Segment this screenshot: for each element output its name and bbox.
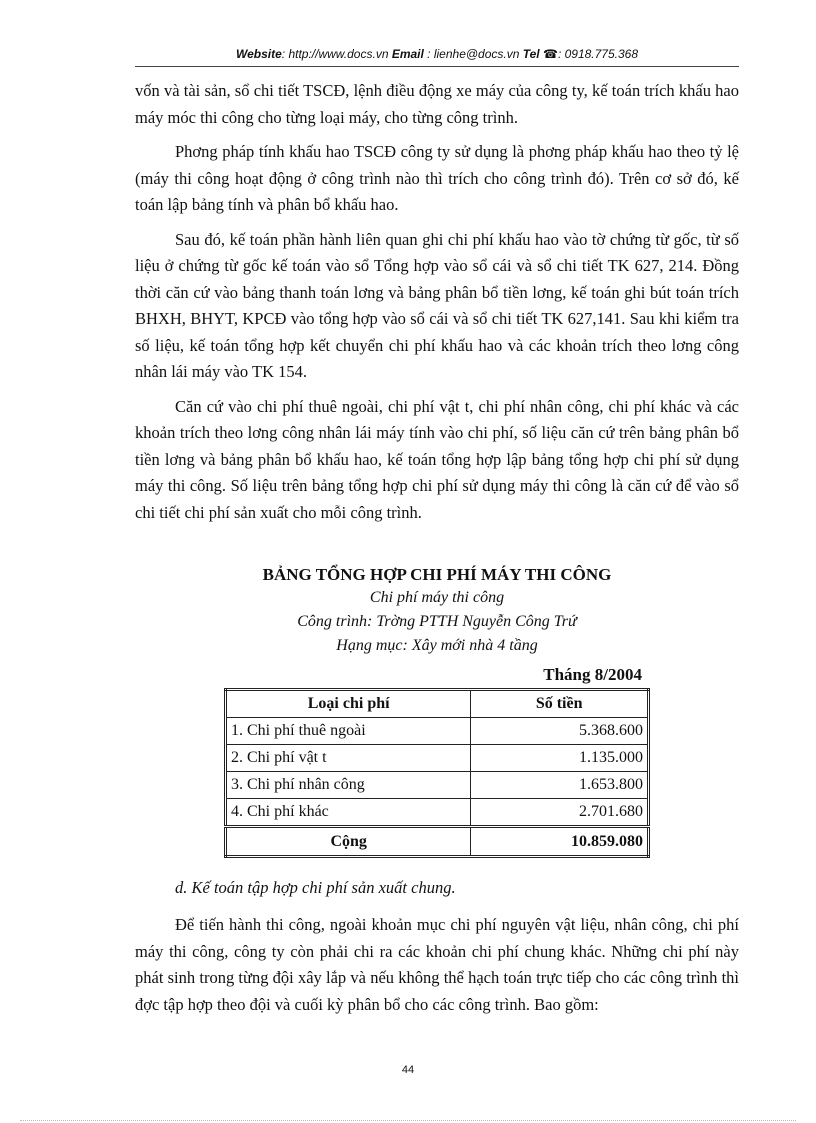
table-subtitle-3: Hạng mục: Xây mới nhà 4 tầng bbox=[336, 637, 538, 654]
table-header-row bbox=[226, 690, 649, 718]
table-row bbox=[226, 799, 649, 827]
paragraph-1: vốn và tài sản, sổ chi tiết TSCĐ, lệnh điều động xe máy của công ty, kế toán trích khấu hao máy móc thi công cho từng loại máy, cho từng công trình. bbox=[135, 81, 739, 127]
table-row bbox=[226, 772, 649, 799]
header-divider bbox=[135, 66, 739, 67]
website-value: : http://www.docs.vn bbox=[281, 47, 392, 61]
row-amount: 1.653.800 bbox=[471, 772, 649, 799]
row-label: 4. Chi phí khác bbox=[226, 799, 471, 827]
total-amount: 10.859.080 bbox=[471, 827, 649, 857]
row-label: 3. Chi phí nhân công bbox=[226, 772, 471, 799]
cost-table bbox=[224, 688, 650, 858]
total-row bbox=[226, 827, 649, 857]
row-label: 1. Chi phí thuê ngoài bbox=[226, 718, 471, 745]
paragraph-4: Căn cứ vào chi phí thuê ngoài, chi phí vật t, chi phí nhân công, chi phí khác và các khoản trích theo lơng công nhân lái máy tính vào chi phí, số liệu căn cứ trên bảng phân bổ tiền lơng và bảng phân bổ khấu hao, kế toán tổng hợp lập bảng tổng hợp chi phí sử dụng máy thi công. Số liệu trên bảng tổng hợp chi phí sử dụng máy thi công là căn cứ để vào sổ chi tiết chi phí sản xuất cho mỗi công trình. bbox=[135, 396, 739, 522]
tel-value: ☎: 0918.775.368 bbox=[539, 47, 639, 61]
section-heading: d. Kế toán tập hợp chi phí sản xuất chung. bbox=[175, 878, 456, 897]
page-number: 44 bbox=[401, 1064, 415, 1076]
row-amount: 5.368.600 bbox=[471, 718, 649, 745]
table-title: BẢNG TỔNG HỢP CHI PHÍ MÁY THI CÔNG bbox=[262, 565, 612, 584]
email-label: Email bbox=[391, 47, 424, 61]
table-row bbox=[226, 718, 649, 745]
body-text bbox=[135, 78, 739, 526]
header-cost-type: Loại chi phí bbox=[226, 690, 471, 718]
header-amount: Số tiền bbox=[471, 690, 649, 718]
table-row bbox=[226, 745, 649, 772]
table-subtitle-2: Công trình: Trờng PTTH Nguyễn Công Trứ bbox=[297, 613, 577, 630]
page-header bbox=[135, 47, 739, 61]
row-amount: 2.701.680 bbox=[471, 799, 649, 827]
row-amount: 1.135.000 bbox=[471, 745, 649, 772]
paragraph-3: Sau đó, kế toán phần hành liên quan ghi chi phí khấu hao vào tờ chứng từ gốc, từ số liệu ở chứng từ gốc kế toán vào sổ Tổng hợp vào sổ cái và sổ chi tiết TK 627, 214. Đồng thời căn cứ vào bảng thanh toán lơng và bảng phân bổ tiền lơng, kế toán ghi bút toán trích BHXH, BHYT, KPCĐ vào tổng hợp vào sổ cái và sổ chi tiết TK 627,141. Sau khi kiểm tra số liệu, kế toán tổng hợp kết chuyển chi phí khấu hao và các khoản trích theo lơng công nhân lái máy vào TK 154. bbox=[135, 229, 739, 381]
paragraph-5: Để tiến hành thi công, ngoài khoản mục chi phí nguyên vật liệu, nhân công, chi phí máy thi công, công ty còn phải chi ra các khoản chi phí chung khác. Những chi phí này phát sinh trong từng đội xây lắp và nếu không thể hạch toán trực tiếp cho các công trình thì đợc tập hợp theo đội và cuối kỳ phân bổ cho các công trình. Bao gồm: bbox=[135, 915, 739, 1014]
footer-divider bbox=[20, 1120, 796, 1121]
row-label: 2. Chi phí vật t bbox=[226, 745, 471, 772]
total-label: Cộng bbox=[226, 827, 471, 857]
table-subtitle-1: Chi phí máy thi công bbox=[369, 589, 505, 606]
tel-label: Tel bbox=[522, 47, 540, 61]
paragraph-2: Phơng pháp tính khấu hao TSCĐ công ty sử dụng là phơng pháp khấu hao theo tỷ lệ (máy thi công hoạt động ở công trình nào thì trích cho công trình đó). Trên cơ sở đó, kế toán lập bảng tính và phân bổ khấu hao. bbox=[135, 142, 739, 214]
closing-text bbox=[135, 912, 739, 1018]
email-value: : lienhe@docs.vn bbox=[423, 47, 523, 61]
website-label: Website bbox=[235, 47, 282, 61]
table-month: Tháng 8/2004 bbox=[543, 665, 642, 684]
